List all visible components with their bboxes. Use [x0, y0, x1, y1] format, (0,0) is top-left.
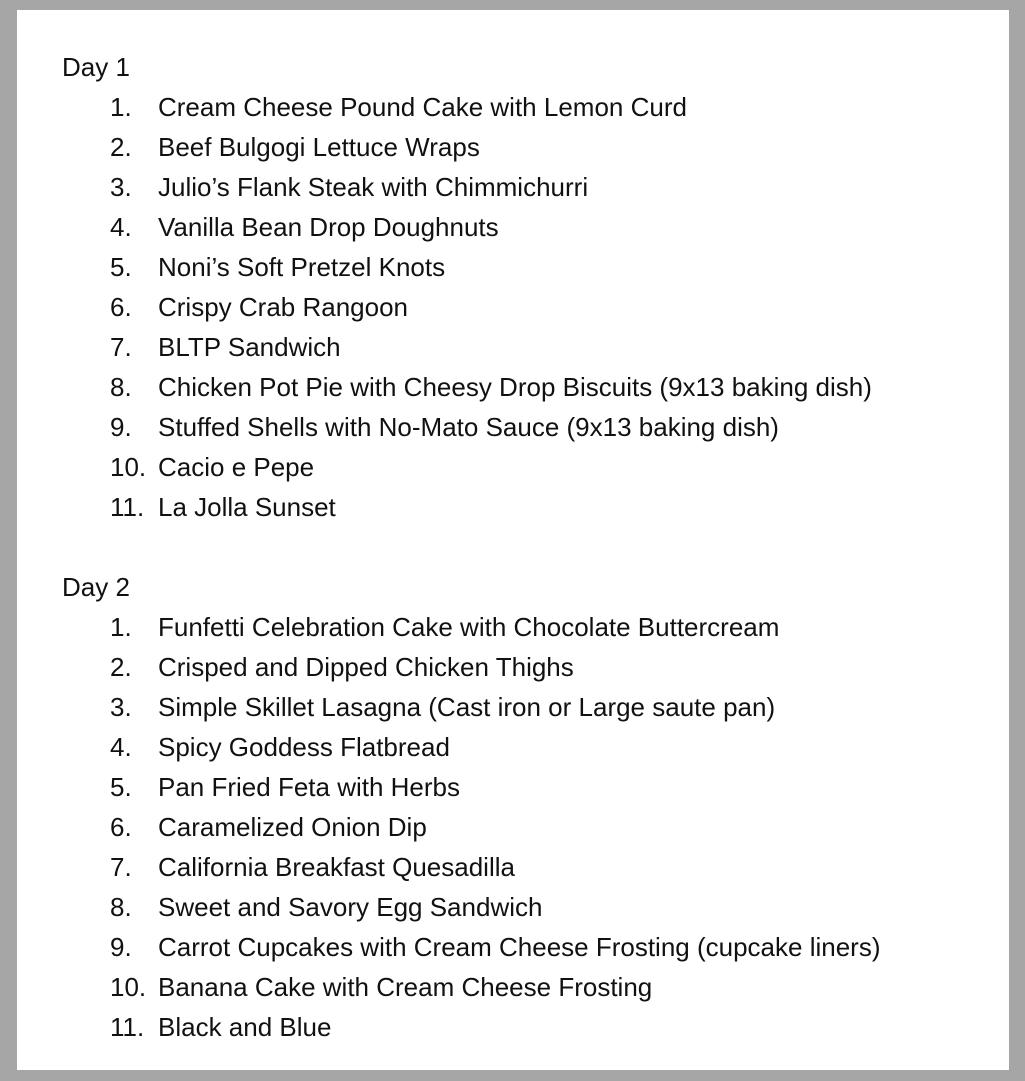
item-number: 5.: [110, 252, 132, 282]
item-number: 7.: [110, 852, 132, 882]
recipe-name: Crispy Crab Rangoon: [158, 292, 409, 322]
recipe-name: Banana Cake with Cream Cheese Frosting: [158, 972, 653, 1002]
item-number: 3.: [110, 692, 132, 722]
item-number: 10.: [110, 452, 147, 482]
item-number: 11.: [110, 492, 145, 522]
item-number: 6.: [110, 292, 132, 322]
recipe-name: Sweet and Savory Egg Sandwich: [158, 892, 543, 922]
item-number: 10.: [110, 972, 147, 1002]
recipe-item: [62, 847, 1002, 887]
recipe-item: [62, 87, 1002, 127]
recipe-name: Vanilla Bean Drop Doughnuts: [158, 212, 499, 242]
item-number: 6.: [110, 812, 132, 842]
recipe-item: [62, 887, 1002, 927]
item-number: 4.: [110, 212, 132, 242]
recipe-item: [62, 407, 1002, 447]
recipe-name: Caramelized Onion Dip: [158, 812, 427, 842]
recipe-item: [62, 327, 1002, 367]
item-number: 8.: [110, 372, 132, 402]
recipe-name: La Jolla Sunset: [158, 492, 336, 522]
recipe-name: BLTP Sandwich: [158, 332, 341, 362]
item-number: 8.: [110, 892, 132, 922]
recipe-item: [62, 367, 1002, 407]
item-number: 9.: [110, 412, 132, 442]
item-number: 3.: [110, 172, 132, 202]
recipe-name: Stuffed Shells with No-Mato Sauce (9x13 baking dish): [158, 412, 779, 442]
day-1-recipe-list: [62, 87, 1002, 527]
recipe-name: Cream Cheese Pound Cake with Lemon Curd: [158, 92, 687, 122]
recipe-item: [62, 487, 1002, 527]
item-number: 7.: [110, 332, 132, 362]
recipe-name: Black and Blue: [158, 1012, 332, 1042]
recipe-item: [62, 447, 1002, 487]
recipe-name: Noni’s Soft Pretzel Knots: [158, 252, 446, 282]
recipe-item: [62, 967, 1002, 1007]
recipe-item: [62, 647, 1002, 687]
item-number: 2.: [110, 132, 132, 162]
recipe-item: [62, 927, 1002, 967]
recipe-item: [62, 247, 1002, 287]
item-number: 11.: [110, 1012, 145, 1042]
day-2-section: [62, 567, 1002, 1047]
recipe-name: Simple Skillet Lasagna (Cast iron or Large saute pan): [158, 692, 776, 722]
recipe-name: California Breakfast Quesadilla: [158, 852, 515, 882]
item-number: 1.: [110, 612, 132, 642]
recipe-item: [62, 167, 1002, 207]
item-number: 1.: [110, 92, 132, 122]
day-2-heading: Day 2: [62, 572, 130, 602]
recipe-item: [62, 207, 1002, 247]
recipe-item: [62, 807, 1002, 847]
recipe-name: Julio’s Flank Steak with Chimmichurri: [158, 172, 589, 202]
day-1-section: [62, 47, 1002, 527]
item-number: 4.: [110, 732, 132, 762]
item-number: 2.: [110, 652, 132, 682]
recipe-item: [62, 287, 1002, 327]
recipe-name: Crisped and Dipped Chicken Thighs: [158, 652, 574, 682]
item-number: 5.: [110, 772, 132, 802]
day-1-heading: Day 1: [62, 52, 130, 82]
recipe-item: [62, 687, 1002, 727]
day-2-recipe-list: [62, 607, 1002, 1047]
recipe-name: Cacio e Pepe: [158, 452, 315, 482]
recipe-name: Carrot Cupcakes with Cream Cheese Frosting (cupcake liners): [158, 932, 881, 962]
recipe-item: [62, 127, 1002, 167]
recipe-name: Pan Fried Feta with Herbs: [158, 772, 461, 802]
item-number: 9.: [110, 932, 132, 962]
recipe-name: Spicy Goddess Flatbread: [158, 732, 450, 762]
recipe-name: Chicken Pot Pie with Cheesy Drop Biscuits (9x13 baking dish): [158, 372, 872, 402]
recipe-item: [62, 1007, 1002, 1047]
recipe-name: Beef Bulgogi Lettuce Wraps: [158, 132, 480, 162]
recipe-item: [62, 727, 1002, 767]
recipe-item: [62, 607, 1002, 647]
document-page: [17, 10, 1009, 1070]
recipe-item: [62, 767, 1002, 807]
recipe-name: Funfetti Celebration Cake with Chocolate Buttercream: [158, 612, 780, 642]
